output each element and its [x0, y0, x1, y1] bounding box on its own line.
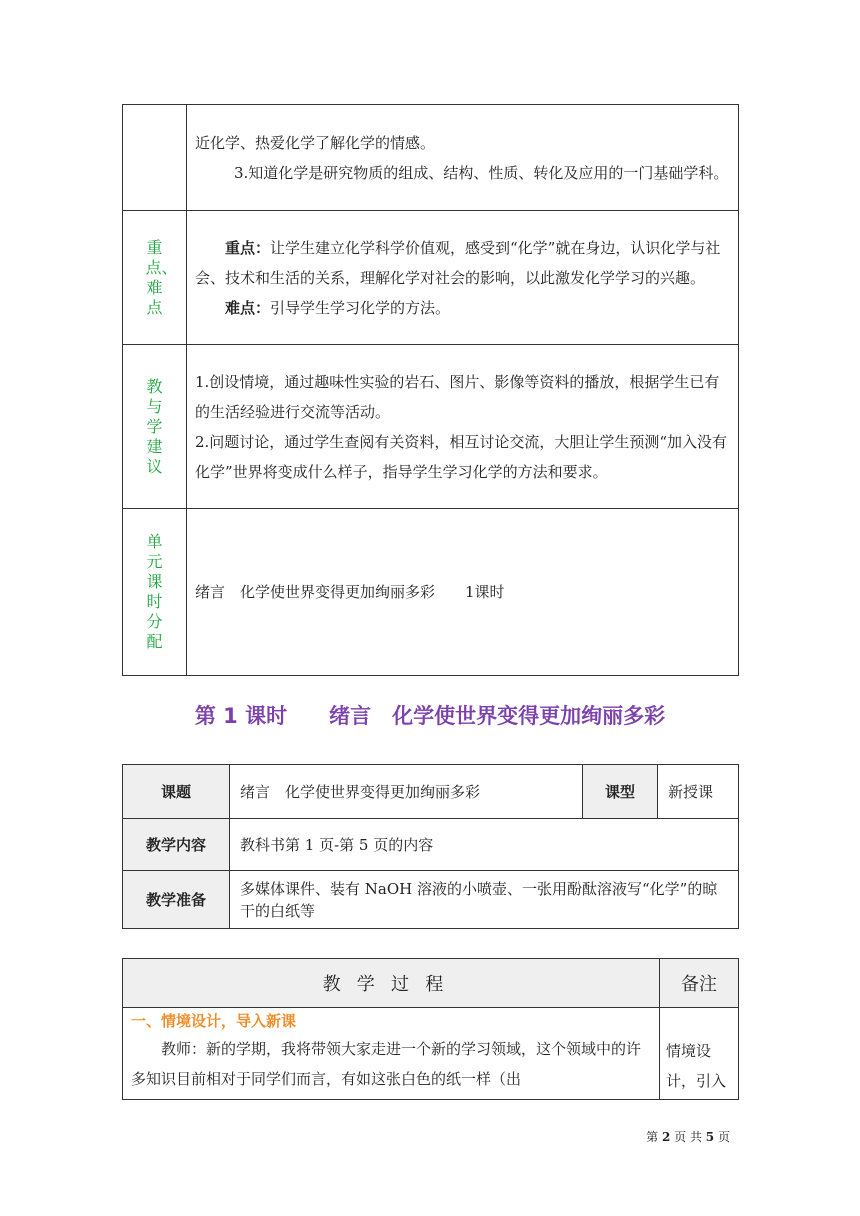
objectives-line-1: 近化学、热爱化学了解化学的情感。	[195, 133, 436, 152]
prep-row	[123, 871, 739, 929]
key-point-text: 让学生建立化学科学价值观，感受到“化学”就在身边，认识化学与社会、技术和生活的关系，理解化学对社会的影响，以此激发化学学习的兴趣。	[195, 238, 721, 287]
process-note-cell	[660, 1008, 739, 1100]
suggestion-item-2: 2.问题讨论，通过学生查阅有关资料，相互讨论交流，大胆让学生预测“加入没有化学”世界将变成什么样子，指导学生学习化学的方法和要求。	[195, 432, 727, 481]
key-point-paragraph	[195, 233, 730, 293]
content-label: 教学内容	[123, 819, 230, 871]
objectives-line-2: 3.知道化学是研究物质的组成、结构、性质、转化及应用的一门基础学科。	[234, 163, 729, 182]
lesson-info-table	[122, 764, 739, 929]
process-main-cell	[123, 1008, 660, 1100]
objectives-cell	[187, 105, 739, 211]
section-1-title: 一、情境设计，导入新课	[131, 1012, 297, 1030]
lesson-title: 第 1 课时 绪言 化学使世界变得更加绚丽多彩	[194, 704, 666, 728]
teaching-process-table	[122, 958, 739, 1100]
content-value: 教科书第 1 页-第 5 页的内容	[230, 819, 739, 871]
process-title: 教学过程	[123, 959, 660, 1008]
plan-row-suggestions	[123, 345, 739, 509]
difficulty-label: 难点：	[225, 298, 271, 317]
prep-value: 多媒体课件、装有 NaOH 溶液的小喷壶、一张用酚酞溶液写“化学”的晾干的白纸等	[230, 871, 739, 929]
difficulty-text: 引导学生学习化学的方法。	[270, 298, 451, 317]
section-1-text: 教师：新的学期，我将带领大家走进一个新的学习领域，这个领域中的许多知识目前相对于同学们而言，有如这张白色的纸一样（出	[131, 1040, 642, 1088]
suggestions-label: 教与学建议	[123, 345, 187, 509]
topic-label: 课题	[123, 765, 230, 819]
plan-row-key-points	[123, 211, 739, 345]
prep-label: 教学准备	[123, 871, 230, 929]
key-points-label: 重点、难点	[123, 211, 187, 345]
page-number: 第 2 页 共 5 页	[646, 1130, 730, 1144]
topic-row	[123, 765, 739, 819]
schedule-label: 单元课时分配	[123, 509, 187, 676]
topic-value: 绪言 化学使世界变得更加绚丽多彩	[230, 765, 583, 819]
process-row-1	[123, 1008, 739, 1100]
plan-row-objectives	[123, 105, 739, 211]
note-1-text: 情境设计，引入	[666, 1042, 727, 1090]
key-point-label: 重点：	[225, 238, 271, 257]
suggestions-cell	[187, 345, 739, 509]
plan-table	[122, 104, 739, 676]
type-label: 课型	[583, 765, 658, 819]
note-header: 备注	[660, 959, 739, 1008]
schedule-cell	[187, 509, 739, 676]
plan-row-label-empty	[123, 105, 187, 211]
plan-row-schedule	[123, 509, 739, 676]
schedule-text: 绪言 化学使世界变得更加绚丽多彩 1课时	[195, 583, 505, 601]
process-header-row	[123, 959, 739, 1008]
suggestion-item-1: 1.创设情境，通过趣味性实验的岩石、图片、影像等资料的播放，根据学生已有的生活经验进行交流等活动。	[195, 372, 720, 421]
content-row	[123, 819, 739, 871]
key-points-cell	[187, 211, 739, 345]
type-value: 新授课	[658, 765, 739, 819]
difficulty-paragraph	[195, 293, 730, 323]
